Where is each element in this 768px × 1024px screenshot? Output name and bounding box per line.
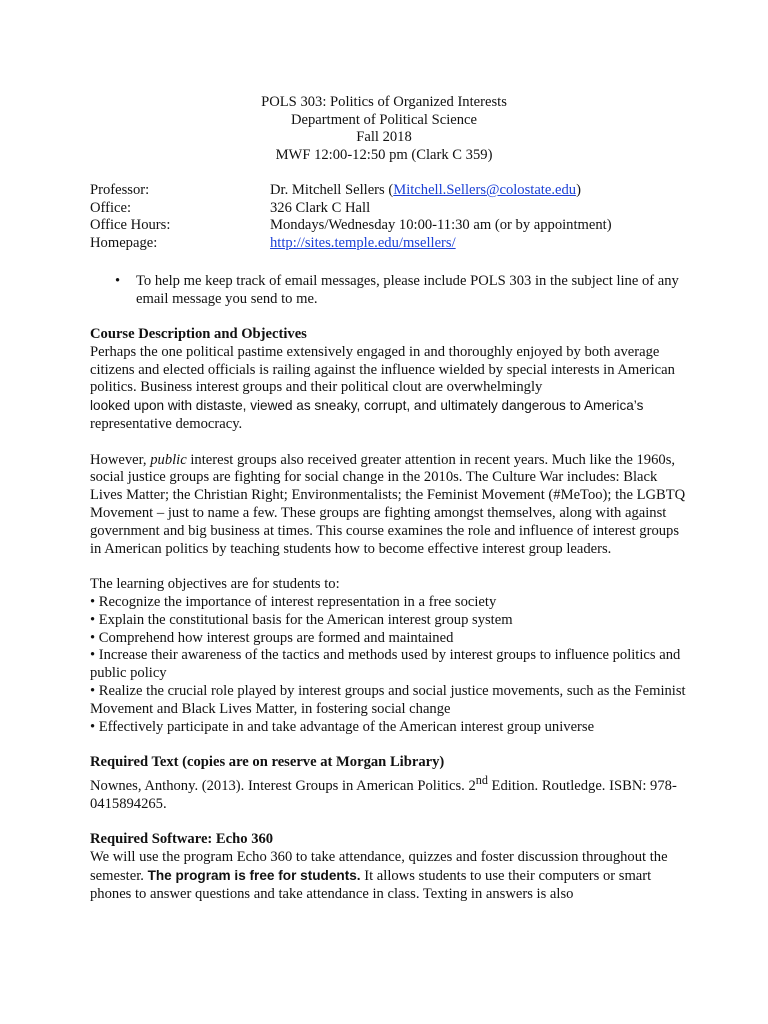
objectives-intro: The learning objectives are for students to: — [90, 576, 340, 593]
description-p1-part-b: looked upon with distaste, viewed as sneaky, corrupt, and ultimately dangerous to America’s — [90, 398, 644, 414]
term: Fall 2018 — [356, 129, 412, 145]
department-name: Department of Political Science — [290, 111, 477, 128]
textbook-citation — [90, 772, 690, 813]
email-note — [115, 273, 685, 308]
description-paragraph-1 — [90, 344, 690, 434]
citation-part-a: Nownes, Anthony. (2013). Interest Groups in American Politics. 2 — [90, 777, 476, 794]
office-label: Office: — [90, 199, 132, 216]
objectives-list — [90, 594, 690, 736]
office-hours-label: Office Hours: — [90, 217, 171, 234]
objective-item: • Recognize the importance of interest representation in a free society — [90, 593, 497, 610]
professor-name: Dr. Mitchell Sellers ( — [270, 182, 394, 198]
professor-value — [270, 182, 581, 200]
homepage-label: Homepage: — [90, 234, 158, 251]
description-p2-part-b: interest groups also received greater attention in recent years. Much like the 1960s, social justice groups are fighting for social change in the 2010s. The Culture War includes: Black Lives Matter; the Christian Right; Environmentalists; the Feminist Movement (#MeToo); the LGBTQ Movement – just to name a few. These groups are fighting amongst themselves, along with against government and big business at times. This course examines the role and influence of interest groups in American politics by teaching students how to become effective interest group leaders. — [90, 451, 686, 557]
course-description-heading: Course Description and Objectives — [90, 326, 307, 342]
description-paragraph-2 — [90, 452, 690, 559]
software-paragraph — [90, 849, 690, 903]
homepage-row — [90, 235, 612, 253]
required-software-heading: Required Software: Echo 360 — [90, 831, 274, 848]
software-free-note: The program is free for students. — [147, 867, 361, 883]
objective-item: • Explain the constitutional basis for the American interest group system — [90, 611, 513, 628]
professor-row — [90, 182, 612, 200]
instructor-info — [90, 182, 612, 252]
syllabus-body — [90, 326, 690, 921]
objective-item: • Effectively participate in and take advantage of the American interest group universe — [90, 718, 595, 735]
professor-label: Professor: — [90, 182, 150, 198]
edition-superscript: nd — [475, 772, 488, 787]
public-emphasis: public — [150, 451, 187, 468]
software-part-b: It allows students to use their computers or smart phones to answer questions and take attendance in class. Texting in answers is also — [90, 867, 652, 902]
office-value: 326 Clark C Hall — [270, 199, 371, 216]
objective-item: • Increase their awareness of the tactics and methods used by interest groups to influence politics and public policy — [90, 647, 681, 682]
required-text-heading: Required Text (copies are on reserve at Morgan Library) — [90, 754, 445, 771]
office-hours-value: Mondays/Wednesday 10:00-11:30 am (or by appointment) — [270, 217, 612, 234]
objective-item: • Realize the crucial role played by interest groups and social justice movements, such as the Feminist Movement and Black Lives Matter, in fostering social change — [90, 682, 686, 717]
course-title: POLS 303: Politics of Organized Interests — [261, 94, 507, 110]
professor-close-paren: ) — [576, 182, 581, 198]
course-header — [0, 94, 768, 164]
email-note-text: To help me keep track of email messages, please include POLS 303 in the subject line of any email message you send to me. — [136, 273, 679, 307]
office-hours-row — [90, 217, 612, 235]
professor-email-link[interactable]: Mitchell.Sellers@colostate.edu — [393, 182, 577, 198]
homepage-link[interactable]: http://sites.temple.edu/msellers/ — [270, 234, 456, 251]
description-p1-part-a: Perhaps the one political pastime extensively engaged in and thoroughly enjoyed by both average citizens and elected officials is railing against the influence wielded by special interests in American politics. Business interest groups and their political clout are overwhelmingly — [90, 343, 675, 396]
objective-item: • Comprehend how interest groups are formed and maintained — [90, 629, 454, 646]
software-part-a: We will use the program Echo 360 to take attendance, quizzes and foster discussion throughout the semester. — [90, 848, 668, 884]
description-p2-part-a: However, — [90, 451, 147, 468]
description-p1-part-c: representative democracy. — [90, 415, 243, 432]
citation-part-b: Edition. Routledge. ISBN: 978-0415894265. — [90, 777, 677, 812]
class-schedule: MWF 12:00-12:50 pm (Clark C 359) — [275, 146, 493, 163]
office-row — [90, 200, 612, 218]
bullet-icon: • — [115, 273, 121, 289]
